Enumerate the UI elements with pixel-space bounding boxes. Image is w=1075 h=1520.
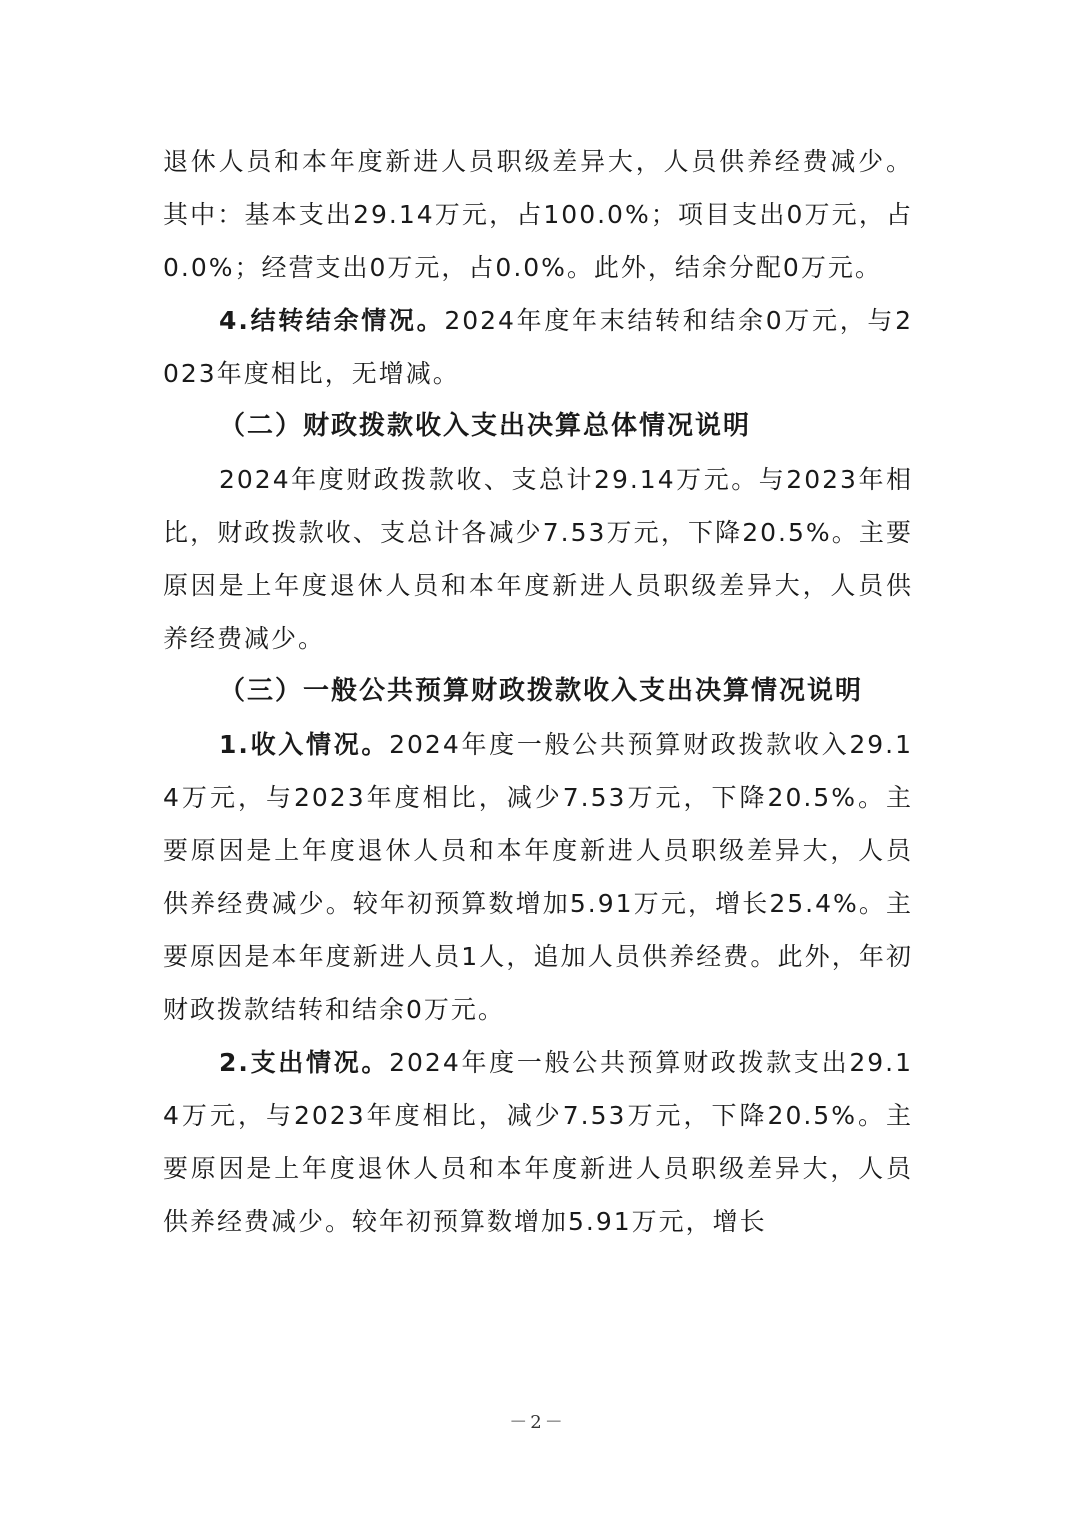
paragraph-text-carryover: 2024年度年末结转和结余0万元，与2023年度相比，无增减。: [163, 306, 913, 388]
section-heading-3: （三）一般公共预算财政拨款收入支出决算情况说明: [219, 676, 864, 706]
paragraph-income: [163, 718, 913, 1036]
paragraph-expenditure-continued: 退休人员和本年度新进人员职级差异大，人员供养经费减少。其中：基本支出29.14万元，占100.0%；项目支出0万元，占0.0%；经营支出0万元，占0.0%。此外，结余分配0万元。: [163, 147, 913, 282]
paragraph-lead-carryover: 4.结转结余情况。: [219, 306, 445, 335]
document-body: [163, 135, 913, 1248]
section-heading-2: （二）财政拨款收入支出决算总体情况说明: [219, 411, 752, 441]
paragraph-lead-income: 1.收入情况。: [219, 730, 390, 759]
paragraph-fiscal-overview: 2024年度财政拨款收、支总计29.14万元。与2023年相比，财政拨款收、支总计各减少7.53万元，下降20.5%。主要原因是上年度退休人员和本年度新进人员职级差异大，人员供养经费减少。: [163, 465, 913, 653]
paragraph-expenditure: [163, 1036, 913, 1248]
paragraph-carryover: [163, 294, 913, 400]
paragraph-text-expenditure: 2024年度一般公共预算财政拨款支出29.14万元，与2023年度相比，减少7.53万元，下降20.5%。主要原因是上年度退休人员和本年度新进人员职级差异大，人员供养经费减少。较年初预算数增加5.91万元，增长: [163, 1048, 913, 1236]
paragraph-text-income: 2024年度一般公共预算财政拨款收入29.14万元，与2023年度相比，减少7.53万元，下降20.5%。主要原因是上年度退休人员和本年度新进人员职级差异大，人员供养经费减少。较年初预算数增加5.91万元，增长25.4%。主要原因是本年度新进人员1人，追加人员供养经费。此外，年初财政拨款结转和结余0万元。: [163, 730, 913, 1024]
page-number: －2－: [509, 1412, 566, 1433]
paragraph-lead-expenditure: 2.支出情况。: [219, 1048, 390, 1077]
